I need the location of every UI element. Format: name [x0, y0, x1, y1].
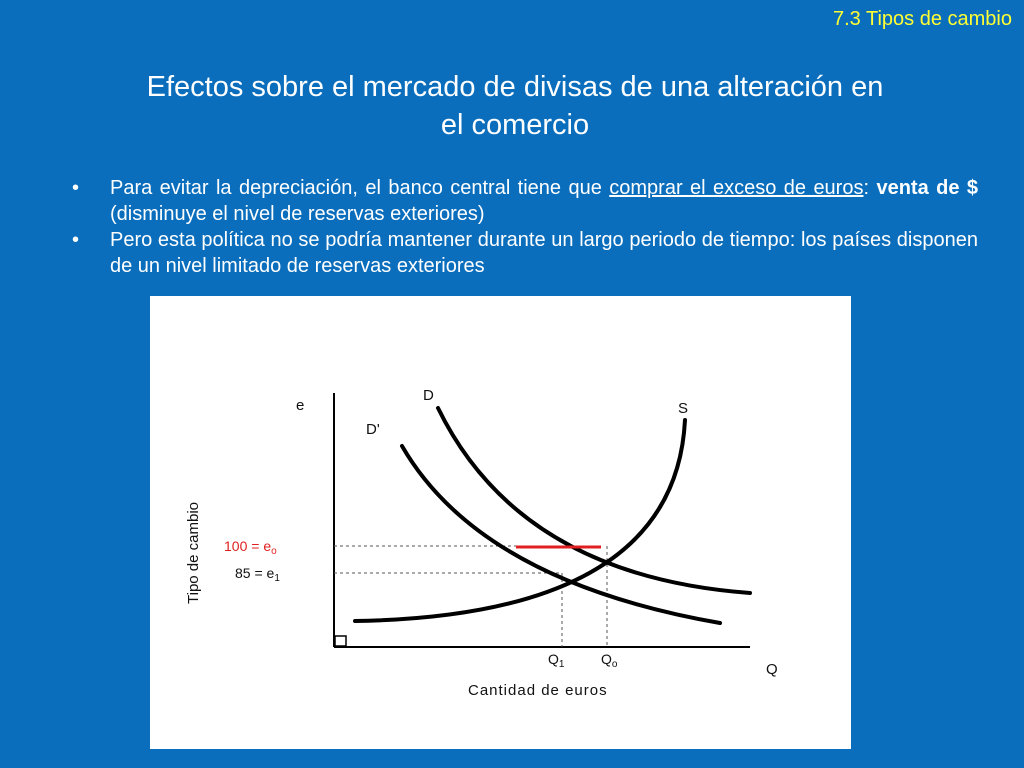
bullet-marker: • [72, 229, 80, 251]
y-axis-symbol: e [296, 397, 305, 414]
demand-curve-d [438, 408, 750, 593]
bullet-item-1 [72, 175, 978, 227]
title-line-1: Efectos sobre el mercado de divisas de una alteración en [146, 71, 884, 103]
supply-demand-diagram [150, 296, 851, 749]
label-s: S [678, 400, 689, 417]
q0-label: $Q_o$ [601, 651, 618, 670]
demand-curve-d-prime [402, 446, 720, 623]
bullet-1-bold: venta de $ [876, 177, 978, 199]
label-d: D [423, 387, 434, 404]
x-axis-symbol: Q [766, 661, 778, 678]
e1-label: $85 = e_1$ [235, 565, 280, 584]
q1-label: $Q_1$ [548, 651, 565, 670]
supply-demand-figure [150, 296, 851, 749]
right-angle-marker [335, 636, 346, 646]
title-line-2: el comercio [440, 109, 590, 141]
label-d-prime: D' [366, 421, 380, 438]
bullet-marker: • [72, 177, 80, 199]
bullet-item-2 [72, 227, 978, 279]
x-axis-title: Cantidad de euros [468, 682, 608, 699]
section-tag: 7.3 Tipos de cambio [833, 8, 1012, 30]
e0-label: $100 = e_o$ [224, 538, 277, 557]
slide-title [60, 68, 970, 144]
bullet-2-text: Pero esta política no se podría mantener durante un largo periodo de tiempo: los países disponen de un nivel limitado de reservas exteriores [110, 229, 978, 277]
y-axis-title: Tipo de cambio [185, 502, 202, 604]
bullet-1-text-c: (disminuye el nivel de reservas exteriores) [110, 203, 485, 225]
bullet-list [72, 175, 978, 279]
bullet-1-text-b: : [863, 177, 877, 199]
bullet-1-underlined: comprar el exceso de euros [609, 177, 864, 199]
bullet-1-text-a: Para evitar la depreciación, el banco central tiene que [110, 177, 610, 199]
